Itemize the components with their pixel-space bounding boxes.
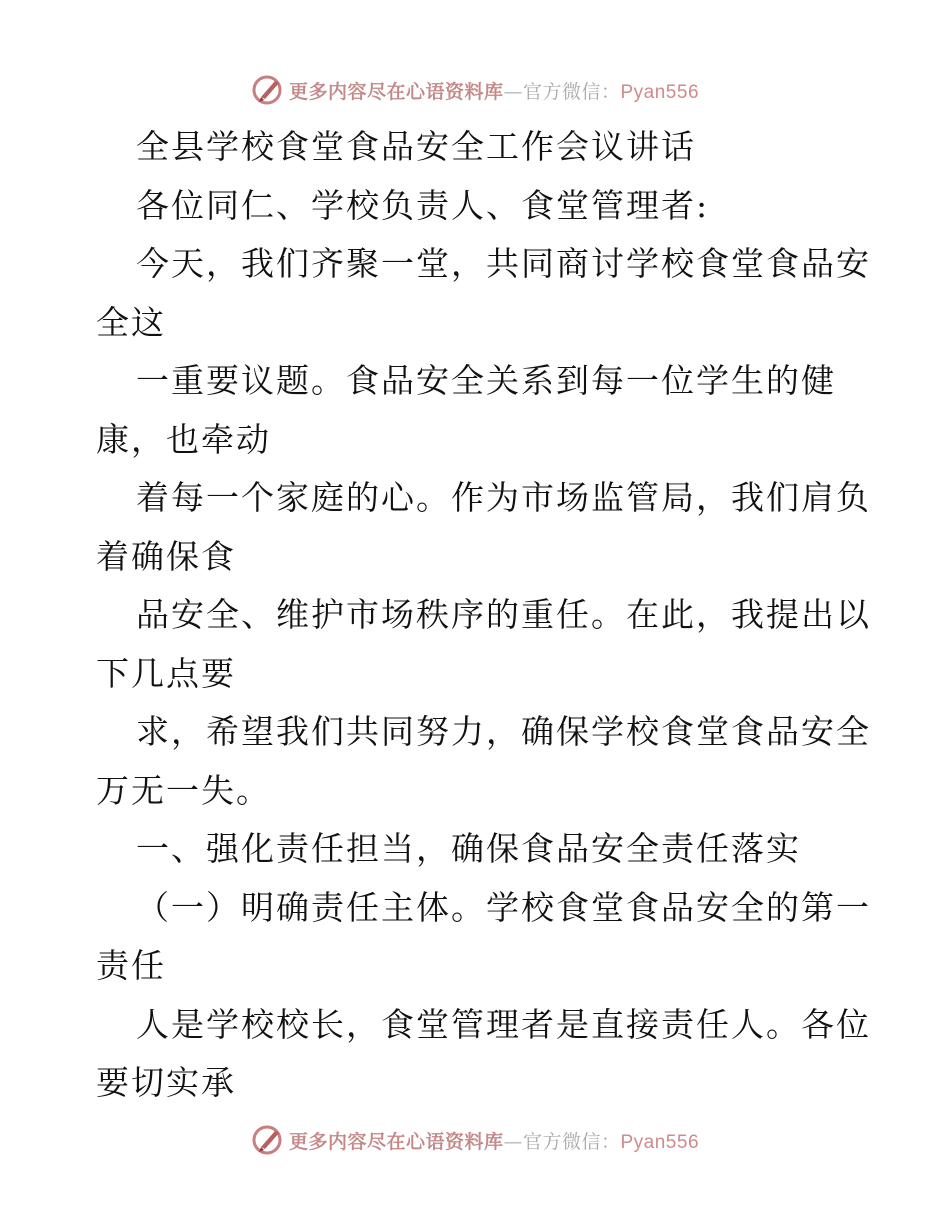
text-line: 一重要议题。食品安全关系到每一位学生的健	[136, 361, 836, 400]
text-line: 各位同仁、学校负责人、食堂管理者:	[136, 185, 710, 225]
text-line: 全这	[96, 302, 166, 342]
text-line: 一、强化责任担当，确保食品安全责任落实	[136, 829, 801, 868]
watermark-separator: —	[503, 1130, 523, 1153]
pen-logo-icon	[251, 73, 285, 107]
watermark-text	[289, 77, 699, 104]
watermark-brand: 更多内容尽在心语资料库	[288, 1130, 504, 1153]
text-line: 要切实承	[96, 1063, 236, 1102]
watermark-label: 官方微信：	[522, 1130, 621, 1153]
text-line: 今天，我们齐聚一堂，共同商讨学校食堂食品安	[136, 244, 871, 283]
watermark-label: 官方微信：	[522, 80, 621, 103]
text-line: （一）明确责任主体。学校食堂食品安全的第一	[136, 887, 871, 927]
watermark-brand: 更多内容尽在心语资料库	[288, 80, 504, 103]
pen-logo-icon	[251, 1123, 285, 1157]
footer-watermark	[0, 1120, 950, 1160]
text-line: 全县学校食堂食品安全工作会议讲话	[136, 127, 696, 166]
header-watermark	[0, 70, 950, 110]
text-line: 着每一个家庭的心。作为市场监管局，我们肩负	[136, 478, 871, 517]
text-line: 品安全、维护市场秩序的重任。在此，我提出以	[136, 595, 871, 634]
text-line: 责任	[96, 946, 166, 985]
watermark-id: Pyan556	[620, 81, 700, 103]
watermark-separator: —	[503, 80, 523, 103]
text-line: 人是学校校长，食堂管理者是直接责任人。各位	[136, 1004, 871, 1044]
document-body	[96, 118, 871, 1113]
watermark-text	[289, 1127, 699, 1154]
watermark-id: Pyan556	[620, 1131, 700, 1153]
text-line: 康，也牵动	[96, 419, 271, 459]
text-line: 下几点要	[96, 653, 236, 693]
text-line: 着确保食	[96, 536, 236, 576]
text-line: 万无一失。	[96, 770, 271, 810]
text-line: 求，希望我们共同努力，确保学校食堂食品安全	[136, 712, 871, 751]
